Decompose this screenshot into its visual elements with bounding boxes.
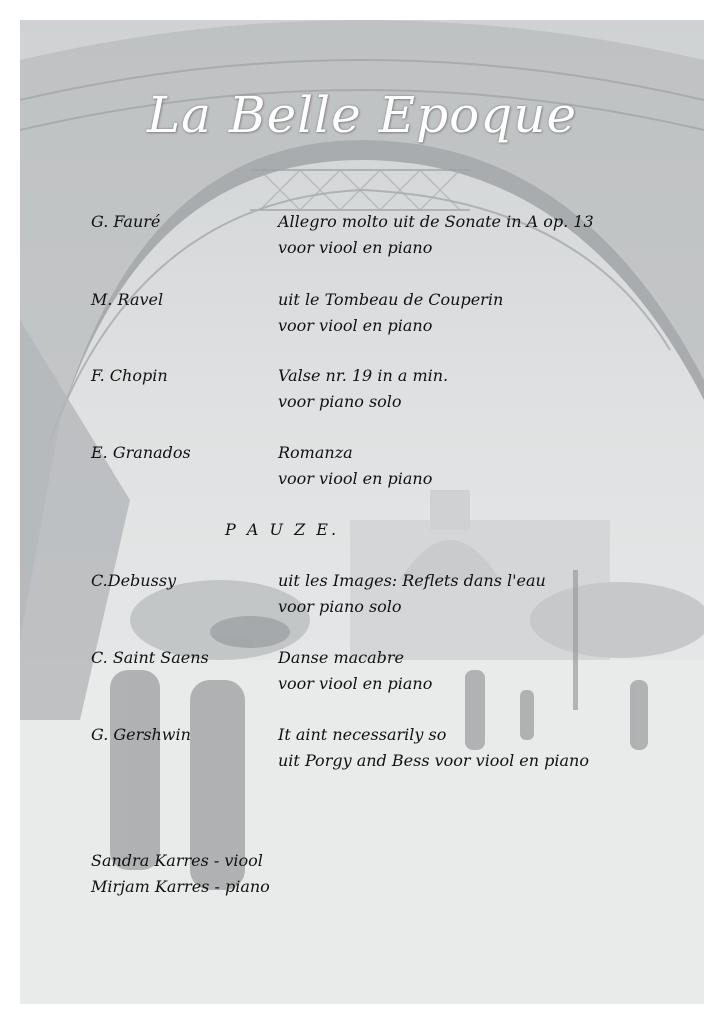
work-detail: voor viool en piano (278, 316, 433, 335)
composer-name: E. Granados (91, 443, 191, 462)
performer-violin: Sandra Karres - viool (91, 851, 263, 870)
work-title: uit le Tombeau de Couperin (278, 290, 504, 309)
composer-name: C.Debussy (91, 571, 177, 590)
work-title: Valse nr. 19 in a min. (278, 366, 449, 385)
page-title: La Belle Epoque (146, 86, 578, 144)
work-detail: voor viool en piano (278, 674, 433, 693)
work-title: Allegro molto uit de Sonate in A op. 13 (278, 212, 594, 231)
work-detail: voor piano solo (278, 597, 402, 616)
work-title: Danse macabre (278, 648, 405, 667)
work-detail: voor piano solo (278, 392, 402, 411)
intermission-label: P A U Z E. (225, 520, 340, 539)
work-detail: uit Porgy and Bess voor viool en piano (278, 751, 589, 770)
work-detail: voor viool en piano (278, 238, 433, 257)
composer-name: G. Gershwin (91, 725, 191, 744)
performer-piano: Mirjam Karres - piano (91, 877, 270, 896)
work-detail: voor viool en piano (278, 469, 433, 488)
work-title: It aint necessarily so (278, 725, 447, 744)
composer-name: C. Saint Saens (91, 648, 209, 667)
composer-name: G. Fauré (91, 212, 161, 231)
composer-name: M. Ravel (91, 290, 164, 309)
work-title: uit les Images: Reflets dans l'eau (278, 571, 546, 590)
work-title: Romanza (278, 443, 353, 462)
composer-name: F. Chopin (91, 366, 168, 385)
